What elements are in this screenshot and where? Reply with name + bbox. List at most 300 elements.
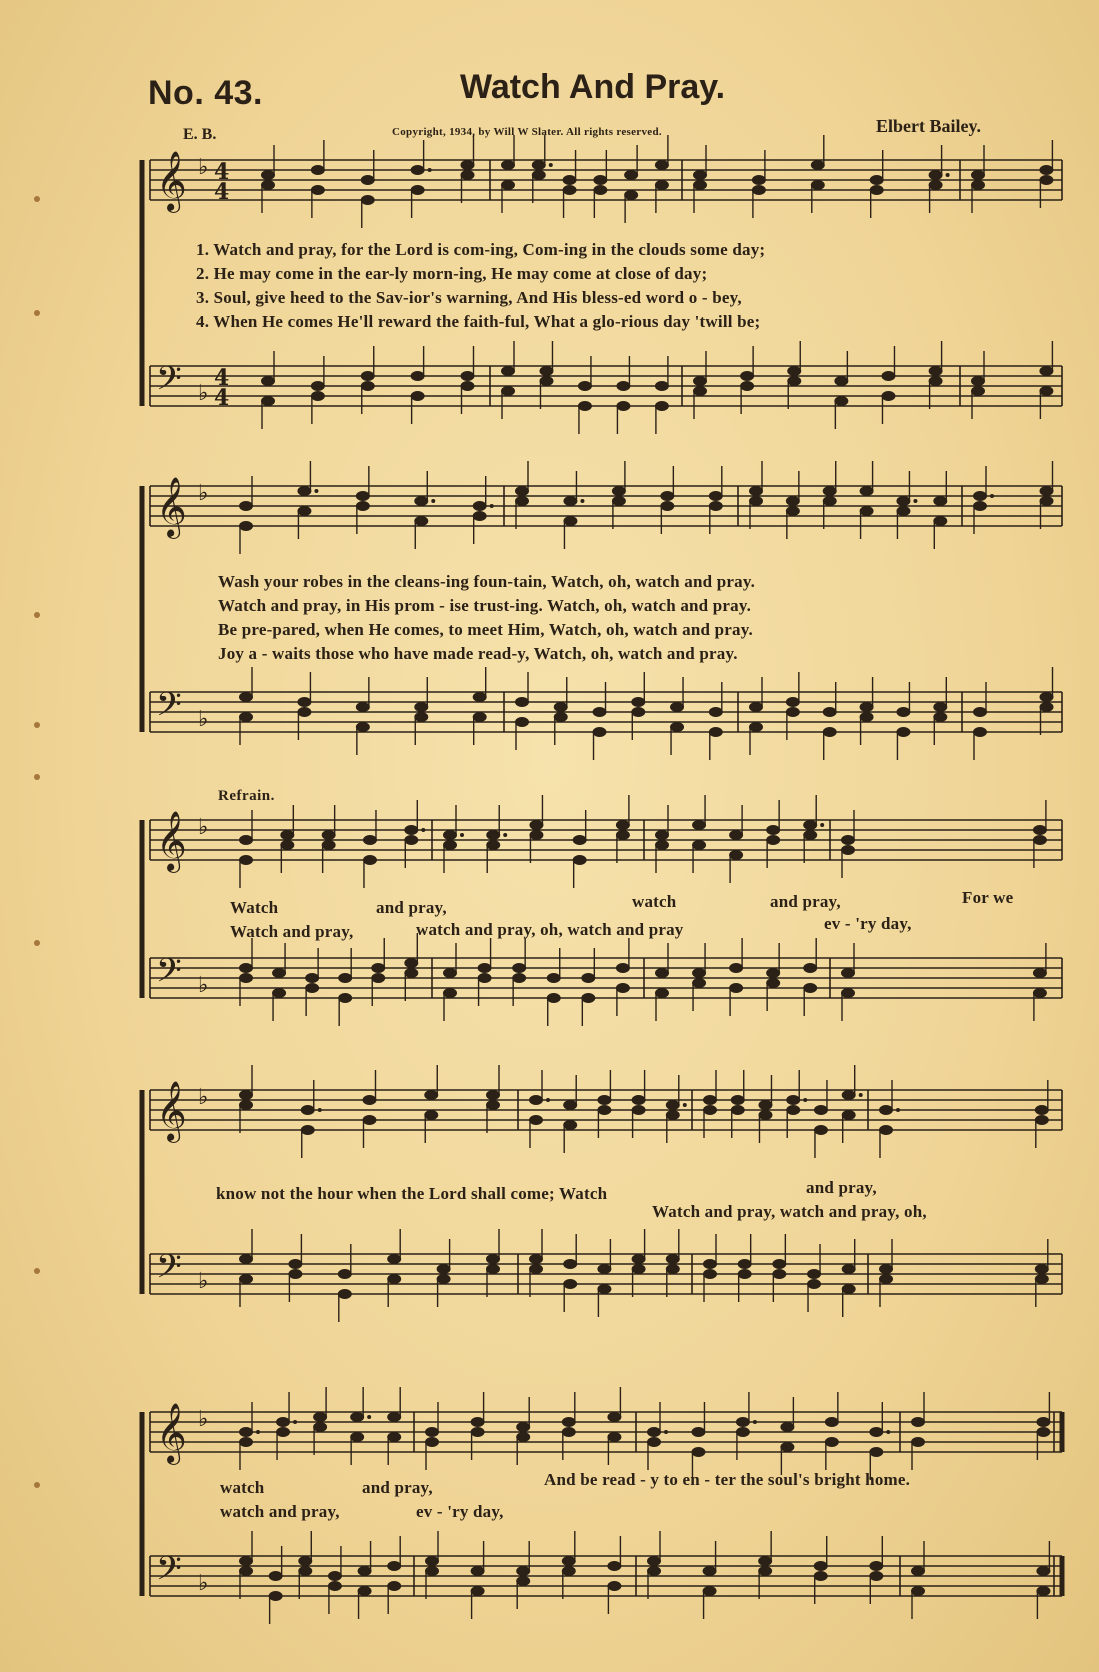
notehead	[1040, 692, 1054, 702]
notehead	[691, 1427, 705, 1437]
note-dot	[460, 833, 464, 837]
notehead	[411, 165, 425, 175]
notehead	[361, 371, 375, 381]
notehead	[387, 1274, 401, 1284]
notehead	[261, 376, 275, 386]
notehead	[298, 1566, 312, 1576]
notehead	[660, 491, 674, 501]
notehead	[512, 963, 526, 973]
notehead	[563, 175, 577, 185]
notehead	[703, 1586, 717, 1596]
refrain-s3-lower-1: Watch and pray,	[230, 922, 354, 941]
notehead	[825, 1417, 839, 1427]
notehead	[631, 707, 645, 717]
notehead	[269, 1591, 283, 1601]
notehead	[356, 501, 370, 511]
notehead	[660, 501, 674, 511]
notehead	[280, 830, 294, 840]
notehead	[616, 983, 630, 993]
notehead	[929, 376, 943, 386]
time-signature: 4	[214, 365, 230, 391]
notehead	[814, 1125, 828, 1135]
notehead	[501, 180, 515, 190]
notehead	[929, 170, 943, 180]
notehead	[338, 1289, 352, 1299]
binding-hole	[34, 612, 40, 618]
notehead	[371, 973, 385, 983]
notehead	[387, 1561, 401, 1571]
notehead	[731, 1105, 745, 1115]
notehead	[766, 968, 780, 978]
notehead	[338, 973, 352, 983]
notehead	[276, 1417, 290, 1427]
notehead	[772, 1259, 786, 1269]
lyricist: E. B.	[183, 126, 217, 143]
notehead	[338, 1269, 352, 1279]
notehead	[473, 511, 487, 521]
notehead	[1033, 835, 1047, 845]
notehead	[573, 835, 587, 845]
notehead	[437, 1264, 451, 1274]
notehead	[486, 1254, 500, 1264]
hymn-number: No. 43.	[148, 74, 263, 112]
flat-sign-icon: ♭	[198, 1407, 209, 1432]
notehead	[814, 1105, 828, 1115]
notehead	[597, 1284, 611, 1294]
refrain-s5-upper-1: watch	[220, 1478, 265, 1497]
notehead	[578, 381, 592, 391]
notehead	[288, 1269, 302, 1279]
notehead	[670, 702, 684, 712]
note-dot	[549, 163, 553, 167]
notehead	[414, 496, 428, 506]
binding-hole	[34, 1482, 40, 1488]
notehead	[655, 830, 669, 840]
notehead	[1039, 386, 1053, 396]
note-dot	[946, 173, 950, 177]
treble-clef-icon: 𝄞	[156, 151, 187, 211]
notehead	[338, 993, 352, 1003]
notehead	[529, 1115, 543, 1125]
notehead	[670, 722, 684, 732]
time-signature: 4	[214, 159, 230, 185]
notehead	[597, 1264, 611, 1274]
notehead	[647, 1427, 661, 1437]
notehead	[612, 486, 626, 496]
binding-hole	[34, 310, 40, 316]
notehead	[269, 1571, 283, 1581]
notehead	[973, 491, 987, 501]
notehead	[529, 830, 543, 840]
notehead	[547, 973, 561, 983]
notehead	[631, 697, 645, 707]
notehead	[443, 968, 457, 978]
flat-sign-icon: ♭	[198, 973, 209, 998]
notehead	[313, 1422, 327, 1432]
notehead	[896, 727, 910, 737]
notehead	[239, 1090, 253, 1100]
notehead	[371, 963, 385, 973]
notehead	[607, 1412, 621, 1422]
notehead	[879, 1264, 893, 1274]
notehead	[562, 1566, 576, 1576]
bass-clef-icon: 𝄢	[156, 1248, 182, 1294]
notehead	[1040, 496, 1054, 506]
note-dot	[256, 1430, 260, 1434]
notehead	[860, 702, 874, 712]
notehead	[305, 973, 319, 983]
notehead	[807, 1279, 821, 1289]
binding-hole	[34, 774, 40, 780]
notehead	[911, 1417, 925, 1427]
flat-sign-icon: ♭	[198, 707, 209, 732]
notehead	[404, 825, 418, 835]
notehead	[1039, 175, 1053, 185]
notehead	[666, 1254, 680, 1264]
note-dot	[580, 499, 584, 503]
notehead	[425, 1437, 439, 1447]
notehead	[298, 1556, 312, 1566]
notehead	[738, 1269, 752, 1279]
notehead	[803, 963, 817, 973]
notehead	[539, 366, 553, 376]
notehead	[823, 486, 837, 496]
notehead	[1039, 366, 1053, 376]
notehead	[554, 702, 568, 712]
notehead	[328, 1581, 342, 1591]
notehead	[1036, 1417, 1050, 1427]
notehead	[363, 1115, 377, 1125]
notehead	[461, 170, 475, 180]
notehead	[1033, 968, 1047, 978]
notehead	[692, 840, 706, 850]
hymn-title: Watch And Pray.	[460, 68, 726, 106]
notehead	[766, 825, 780, 835]
notehead	[272, 988, 286, 998]
notehead	[532, 170, 546, 180]
notehead	[358, 1586, 372, 1596]
note-dot	[820, 823, 824, 827]
notehead	[356, 722, 370, 732]
notehead	[573, 855, 587, 865]
notehead	[666, 1100, 680, 1110]
notehead	[411, 391, 425, 401]
refrain-s4-upper-end: and pray,	[806, 1178, 877, 1197]
notehead	[478, 973, 492, 983]
note-dot	[803, 1098, 807, 1102]
notehead	[363, 1095, 377, 1105]
refrain-s3-upper-2: and pray,	[376, 898, 447, 917]
notehead	[758, 1556, 772, 1566]
notehead	[515, 496, 529, 506]
notehead	[461, 381, 475, 391]
refrain-s3-upper-3: watch	[632, 892, 677, 911]
notehead	[356, 702, 370, 712]
notehead	[471, 1427, 485, 1437]
notehead	[239, 521, 253, 531]
notehead	[693, 170, 707, 180]
notehead	[297, 697, 311, 707]
notehead	[624, 190, 638, 200]
notehead	[322, 840, 336, 850]
notehead	[437, 1274, 451, 1284]
notehead	[749, 702, 763, 712]
notehead	[693, 386, 707, 396]
notehead	[749, 722, 763, 732]
notehead	[1036, 1427, 1050, 1437]
notehead	[547, 993, 561, 1003]
refrain-s3-upper-4: and pray,	[770, 892, 841, 911]
notehead	[581, 973, 595, 983]
notehead	[693, 180, 707, 190]
notehead	[786, 697, 800, 707]
notehead	[616, 381, 630, 391]
notehead	[414, 702, 428, 712]
notehead	[461, 160, 475, 170]
notehead	[593, 185, 607, 195]
notehead	[870, 175, 884, 185]
note-dot	[753, 1420, 757, 1424]
notehead	[239, 973, 253, 983]
flat-sign-icon: ♭	[198, 381, 209, 406]
notehead	[539, 376, 553, 386]
flat-sign-icon: ♭	[198, 1085, 209, 1110]
notehead	[973, 707, 987, 717]
notehead	[443, 988, 457, 998]
notehead	[563, 1279, 577, 1289]
notehead	[425, 1556, 439, 1566]
notehead	[301, 1105, 315, 1115]
notehead	[301, 1125, 315, 1135]
notehead	[693, 376, 707, 386]
notehead	[486, 840, 500, 850]
notehead	[811, 180, 825, 190]
notehead	[842, 1110, 856, 1120]
notehead	[597, 1105, 611, 1115]
copyright-notice: Copyright, 1934, by Will W Slater. All rights reserved.	[392, 126, 662, 138]
notehead	[738, 1259, 752, 1269]
refrain-s3-upper-5: For we	[962, 888, 1014, 907]
verse-4-line-a: 4. When He comes He'll reward the faith-ful, What a glo-rious day 'twill be;	[196, 312, 761, 331]
notehead	[703, 1105, 717, 1115]
notehead	[691, 1447, 705, 1457]
notehead	[933, 516, 947, 526]
notehead	[786, 1105, 800, 1115]
notehead	[655, 180, 669, 190]
notehead	[486, 1264, 500, 1274]
notehead	[239, 1100, 253, 1110]
notehead	[823, 707, 837, 717]
notehead	[709, 501, 723, 511]
notehead	[280, 840, 294, 850]
notehead	[616, 820, 630, 830]
notehead	[729, 850, 743, 860]
notehead	[842, 1284, 856, 1294]
notehead	[607, 1581, 621, 1591]
notehead	[807, 1269, 821, 1279]
notehead	[842, 1264, 856, 1274]
treble-clef-icon: 𝄞	[156, 811, 187, 871]
notehead	[752, 175, 766, 185]
notehead	[624, 170, 638, 180]
notehead	[239, 855, 253, 865]
notehead	[516, 1566, 530, 1576]
notehead	[860, 506, 874, 516]
notehead	[515, 486, 529, 496]
notehead	[780, 1422, 794, 1432]
flat-sign-icon: ♭	[198, 1571, 209, 1596]
treble-clef-icon: 𝄞	[156, 1403, 187, 1463]
notehead	[356, 491, 370, 501]
notehead	[272, 968, 286, 978]
notehead	[911, 1566, 925, 1576]
notehead	[860, 486, 874, 496]
notehead	[869, 1571, 883, 1581]
verse-1-line-a: 1. Watch and pray, for the Lord is com-ing, Com-ing in the clouds some day;	[196, 240, 766, 259]
note-dot	[503, 833, 507, 837]
notehead	[486, 1100, 500, 1110]
notehead	[461, 371, 475, 381]
notehead	[414, 516, 428, 526]
notehead	[501, 160, 515, 170]
notehead	[473, 712, 487, 722]
notehead	[766, 978, 780, 988]
refrain-s4-upper: know not the hour when the Lord shall come; Watch	[216, 1184, 608, 1203]
notehead	[239, 712, 253, 722]
refrain-s3-lower-2: watch and pray, oh, watch and pray	[416, 920, 684, 939]
notehead	[612, 496, 626, 506]
notehead	[758, 1566, 772, 1576]
notehead	[443, 830, 457, 840]
notehead	[1035, 1105, 1049, 1115]
refrain-s5-upper-2: and pray,	[362, 1478, 433, 1497]
notehead	[655, 160, 669, 170]
notehead	[387, 1254, 401, 1264]
notehead	[869, 1447, 883, 1457]
notehead	[879, 1274, 893, 1284]
notehead	[786, 506, 800, 516]
note-dot	[859, 1093, 863, 1097]
notehead	[311, 391, 325, 401]
notehead	[666, 1264, 680, 1274]
note-dot	[431, 499, 435, 503]
notehead	[655, 401, 669, 411]
notehead	[929, 180, 943, 190]
notehead	[529, 1095, 543, 1105]
notehead	[297, 486, 311, 496]
notehead	[841, 988, 855, 998]
bass-clef-icon: 𝄢	[156, 360, 182, 406]
notehead	[692, 968, 706, 978]
notehead	[1035, 1115, 1049, 1125]
refrain-s4-lower: Watch and pray, watch and pray, oh,	[652, 1202, 927, 1221]
notehead	[803, 983, 817, 993]
notehead	[655, 968, 669, 978]
notehead	[632, 1095, 646, 1105]
verse-3-line-b: Be pre-pared, when He comes, to meet Him, Watch, oh, watch and pray.	[218, 620, 753, 639]
notehead	[879, 1105, 893, 1115]
notehead	[896, 506, 910, 516]
notehead	[971, 170, 985, 180]
note-dot	[421, 828, 425, 832]
notehead	[239, 1427, 253, 1437]
notehead	[239, 963, 253, 973]
notehead	[593, 175, 607, 185]
notehead	[501, 366, 515, 376]
notehead	[841, 835, 855, 845]
treble-clef-icon: 𝄞	[156, 477, 187, 537]
notehead	[703, 1269, 717, 1279]
binding-hole	[34, 940, 40, 946]
notehead	[411, 185, 425, 195]
notehead	[655, 381, 669, 391]
notehead	[562, 1417, 576, 1427]
notehead	[786, 707, 800, 717]
notehead	[655, 988, 669, 998]
notehead	[486, 1090, 500, 1100]
treble-clef-icon: 𝄞	[156, 1081, 187, 1141]
notehead	[758, 1100, 772, 1110]
flat-sign-icon: ♭	[198, 815, 209, 840]
notehead	[786, 1095, 800, 1105]
binding-hole	[34, 722, 40, 728]
notehead	[1035, 1274, 1049, 1284]
notehead	[607, 1561, 621, 1571]
notehead	[814, 1561, 828, 1571]
notehead	[404, 968, 418, 978]
notehead	[842, 1090, 856, 1100]
notehead	[740, 371, 754, 381]
notehead	[516, 1422, 530, 1432]
verse-3-line-a: 3. Soul, give heed to the Sav-ior's warning, And His bless-ed word o - bey,	[196, 288, 742, 307]
refrain-s5-lower-2: ev - 'ry day,	[416, 1502, 504, 1521]
notehead	[1040, 702, 1054, 712]
notehead	[501, 386, 515, 396]
refrain-s5-upper-3: And be read - y to en - ter the soul's bright home.	[544, 1470, 911, 1489]
notehead	[1040, 486, 1054, 496]
notehead	[322, 830, 336, 840]
binding-hole	[34, 1268, 40, 1274]
notehead	[297, 506, 311, 516]
notehead	[879, 1125, 893, 1135]
notehead	[787, 376, 801, 386]
notehead	[841, 845, 855, 855]
notehead	[736, 1427, 750, 1437]
notehead	[692, 820, 706, 830]
notehead	[529, 1264, 543, 1274]
notehead	[803, 830, 817, 840]
bass-clef-icon: 𝄢	[156, 686, 182, 732]
notehead	[515, 717, 529, 727]
notehead	[387, 1412, 401, 1422]
notehead	[933, 702, 947, 712]
notehead	[825, 1437, 839, 1447]
notehead	[350, 1412, 364, 1422]
notehead	[404, 835, 418, 845]
notehead	[933, 712, 947, 722]
notehead	[729, 830, 743, 840]
notehead	[1036, 1586, 1050, 1596]
notehead	[749, 496, 763, 506]
refrain-s3-upper-1: Watch	[230, 898, 279, 917]
notehead	[1033, 825, 1047, 835]
notehead	[616, 830, 630, 840]
verse-2-line-b: Watch and pray, in His prom - ise trust-ing. Watch, oh, watch and pray.	[218, 596, 752, 615]
notehead	[350, 1432, 364, 1442]
verse-4-line-b: Joy a - waits those who have made read-y, Watch, oh, watch and pray.	[218, 644, 738, 663]
notehead	[709, 727, 723, 737]
notehead	[1036, 1566, 1050, 1576]
